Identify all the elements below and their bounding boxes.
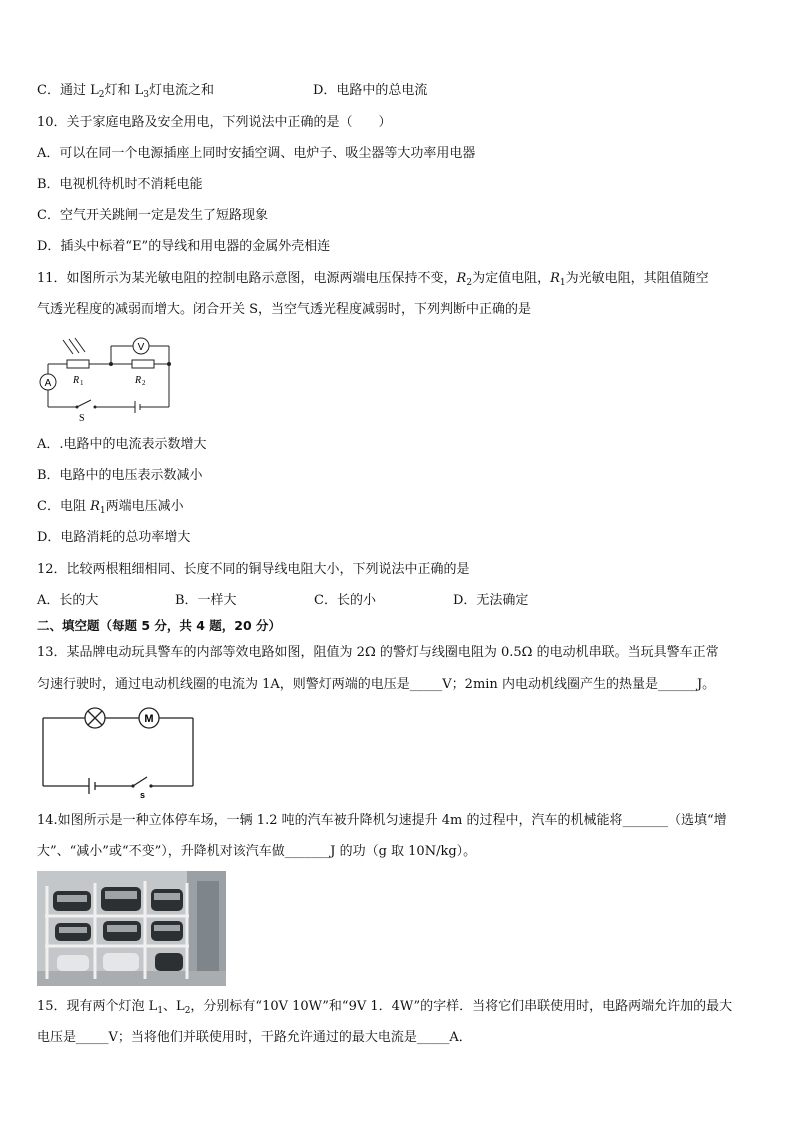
q13-line1: 13．某品牌电动玩具警车的内部等效电路如图，阻值为 2Ω 的警灯与线圈电阻为 0.5Ω 的电动机串联。当玩具警车正常 bbox=[37, 645, 719, 660]
q10-option-c: C．空气开关跳闸一定是发生了短路现象 bbox=[37, 208, 268, 223]
q11-stem-line1: 11．如图所示为某光敏电阻的控制电路示意图，电源两端电压保持不变，$R_2$为定值电阻，$R_1$为光敏电阻，其阻值随空 bbox=[37, 271, 709, 288]
q10-option-d: D．插头中标着“E”的导线和用电器的金属外壳相连 bbox=[37, 239, 331, 254]
switch-icon bbox=[133, 777, 147, 786]
section-title: 二、填空题（每题 5 分，共 4 题，20 分） bbox=[37, 618, 282, 633]
r1-label-sub: 1 bbox=[80, 379, 84, 387]
q15-line1: 15．现有两个灯泡 $L_1$、$L_2$，分别标有“10V 10W”和“9V 1．4W”的字样．当将它们串联使用时，电路两端允许加的最大 bbox=[37, 999, 733, 1016]
q11-circuit-diagram bbox=[37, 332, 177, 424]
q12-option-a: A．长的大 bbox=[37, 593, 99, 608]
ammeter-label: A bbox=[44, 378, 52, 389]
motor-label: M bbox=[144, 713, 154, 725]
q13-circuit-diagram bbox=[37, 704, 199, 800]
q14-line2: 大”、“减小”或“不变”），升降机对该汽车做_______J 的功（g 取 10N/kg）。 bbox=[37, 844, 477, 859]
r2-label: R bbox=[135, 375, 142, 386]
q10-option-a: A．可以在同一个电源插座上同时安插空调、电炉子、吸尘器等大功率用电器 bbox=[37, 146, 476, 161]
switch-icon bbox=[77, 400, 91, 407]
q9-option-d: D．电路中的总电流 bbox=[313, 83, 428, 98]
q10-stem: 10．关于家庭电路及安全用电，下列说法中正确的是（ ） bbox=[37, 115, 392, 130]
q13-line2: 匀速行驶时，通过电动机线圈的电流为 1A，则警灯两端的电压是_____V；2min 内电动机线圈产生的热量是______J。 bbox=[37, 677, 716, 692]
q11-option-c: C．电阻 $R_1$两端电压减小 bbox=[37, 499, 184, 516]
r2-label-sub: 2 bbox=[142, 379, 146, 387]
q9-option-c: C．通过 $L_2$灯和 $L_3$灯电流之和 bbox=[37, 83, 214, 100]
r2-resistor bbox=[132, 360, 154, 368]
q11-option-b: B．电路中的电压表示数减小 bbox=[37, 468, 203, 483]
parking-garage-photo bbox=[37, 871, 226, 986]
q12-option-d: D．无法确定 bbox=[453, 593, 529, 608]
q14-line1: 14.如图所示是一种立体停车场，一辆 1.2 吨的汽车被升降机匀速提升 4m 的过程中，汽车的机械能将_______（选填“增 bbox=[37, 813, 727, 828]
q12-option-b: B．一样大 bbox=[175, 593, 237, 608]
switch-label: s bbox=[140, 790, 146, 800]
switch-label: S bbox=[79, 413, 85, 424]
q11-stem-line2: 气透光程度的减弱而增大。闭合开关 S，当空气透光程度减弱时，下列判断中正确的是 bbox=[37, 302, 532, 317]
q11-option-a: A．.电路中的电流表示数增大 bbox=[37, 437, 207, 452]
voltmeter-label: V bbox=[137, 342, 145, 353]
r1-resistor bbox=[67, 360, 89, 368]
q12-stem: 12．比较两根粗细相同、长度不同的铜导线电阻大小，下列说法中正确的是 bbox=[37, 562, 470, 577]
q15-line2: 电压是_____V；当将他们并联使用时，干路允许通过的最大电流是_____A． bbox=[37, 1030, 472, 1045]
q12-option-c: C．长的小 bbox=[314, 593, 376, 608]
q10-option-b: B．电视机待机时不消耗电能 bbox=[37, 177, 203, 192]
q11-option-d: D．电路消耗的总功率增大 bbox=[37, 530, 191, 545]
r1-label: R bbox=[73, 375, 80, 386]
